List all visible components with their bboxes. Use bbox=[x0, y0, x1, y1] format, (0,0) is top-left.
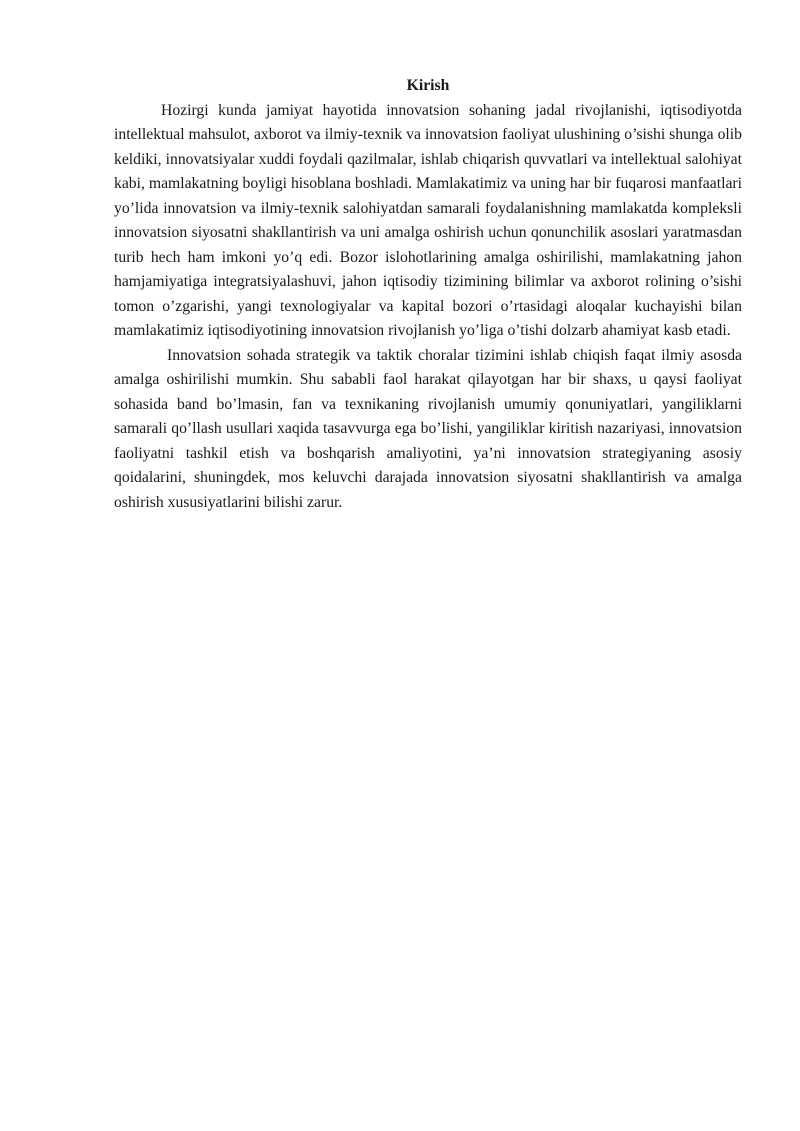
paragraph-2: Innovatsion sohada strategik va taktik choralar tizimini ishlab chiqish faqat ilmiy asosda amalga oshirilishi mumkin. Shu sababli faol harakat qilayotgan har bir shaxs, u qaysi faoliyat sohasida band bo’lmasin, fan va texnikaning rivojlanish umumiy qonuniyatlari, yangiliklarni samarali qo’llash usullari xaqida tasavvurga ega bo’lishi, yangiliklar kiritish nazariyasi, innovatsion faoliyatni tashkil etish va boshqarish amaliyotini, ya’ni innovatsion strategiyaning asosiy qoidalarini, shuningdek, mos keluvchi darajada innovatsion siyosatni shakllantirish va amalga oshirish xususiyatlarini bilishi zarur. bbox=[114, 346, 742, 511]
paragraph-1: Hozirgi kunda jamiyat hayotida innovatsion sohaning jadal rivojlanishi, iqtisodiyotda intellektual mahsulot, axborot va ilmiy-texnik va innovatsion faoliyat ulushining o’sishi shunga olib keldiki, innovatsiyalar xuddi foydali qazilmalar, ishlab chiqarish quvvatlari va intellektual salohiyat kabi, mamlakatning boyligi hisoblana boshladi. Mamlakatimiz va uning har bir fuqarosi manfaatlari yo’lida innovatsion va ilmiy-texnik salohiyatdan samarali foydalanishning mamlakatda kompleksli innovatsion siyosatni shakllantirish va uni amalga oshirish uchun qonunchilik asoslari yaratmasdan turib hech ham imkoni yo’q edi. Bozor islohotlarining amalga oshirilishi, mamlakatning jahon hamjamiyatiga integratsiyalashuvi, jahon iqtisodiy tizimining bilimlar va axborot rolining o’sishi tomon o’zgarishi, yangi texnologiyalar va kapital bozori o’rtasidagi aloqalar kuchayishi bilan mamlakatimiz iqtisodiyotining innovatsion rivojlanish yo’liga o’tishi dolzarb ahamiyat kasb etadi. bbox=[114, 101, 742, 339]
document-body bbox=[114, 74, 742, 515]
section-title: Kirish bbox=[406, 77, 450, 94]
